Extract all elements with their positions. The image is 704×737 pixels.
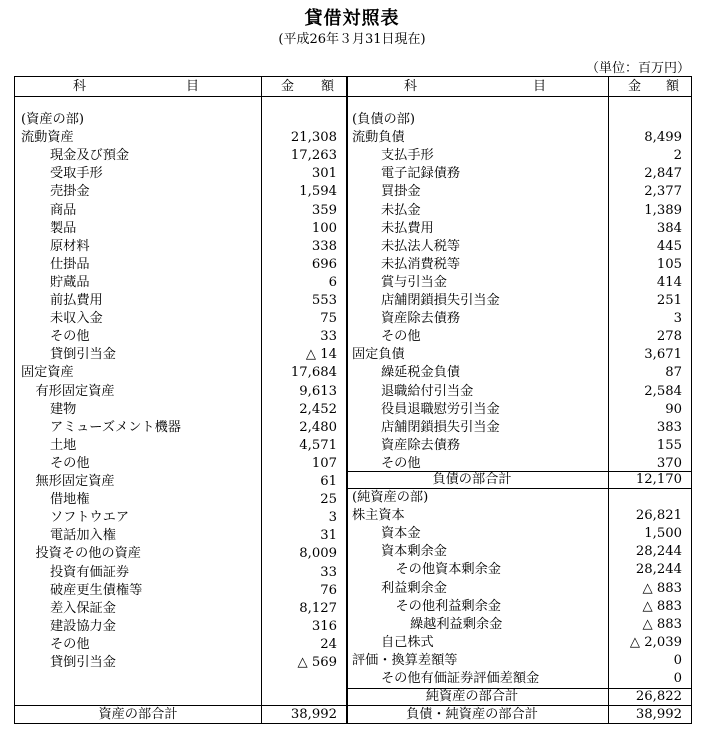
equity-total-amount: 26,822 [635, 689, 682, 704]
asset-item-amount-cell [261, 491, 346, 509]
asset-item-amount: 61 [320, 474, 337, 489]
asset-item-label: 未収入金 [50, 311, 103, 327]
asset-item-amount-cell [261, 220, 346, 238]
equity-item-amount: 28,244 [635, 544, 682, 560]
equity-item-amount-cell [608, 598, 691, 616]
asset-item-row [15, 147, 261, 165]
liability-item-amount-cell [608, 220, 691, 238]
asset-item-amount: 6 [328, 274, 337, 290]
equity-item-amount: △ 2,039 [629, 634, 682, 650]
liability-item-amount-cell [608, 165, 691, 183]
liability-item-label: 流動負債 [352, 130, 405, 146]
liability-item-amount-cell [608, 419, 691, 437]
liability-item-amount-cell [608, 364, 691, 382]
asset-item-label: 貸倒引当金 [50, 655, 116, 670]
asset-item-label: 土地 [50, 437, 77, 453]
equity-item-amount: 0 [673, 652, 682, 668]
asset-item-label: 商品 [50, 202, 77, 218]
header-kingaku-right [608, 77, 691, 97]
asset-item-amount-cell [261, 527, 346, 545]
equity-item-row [346, 670, 608, 688]
equity-item-amount-cell [608, 634, 691, 652]
asset-item-row [15, 437, 261, 455]
asset-item-row [15, 183, 261, 201]
liability-item-label: 買掛金 [381, 184, 421, 200]
header-kamoku-right [346, 77, 608, 97]
asset-item-row [15, 129, 261, 147]
equity-item-label: その他資本剰余金 [395, 562, 501, 578]
equity-total-row [346, 688, 608, 706]
equity-item-row [346, 543, 608, 561]
asset-item-row [15, 600, 261, 618]
header-kamoku-char2: 目 [532, 79, 546, 94]
equity-item-row [346, 580, 608, 598]
asset-item-label: 流動資産 [21, 130, 74, 146]
header-kingaku-char1: 金 [281, 79, 295, 94]
equity-item-amount: △ 883 [642, 598, 682, 614]
asset-item-amount: 316 [311, 618, 337, 634]
asset-item-amount: 338 [311, 238, 337, 254]
liability-item-label: 未払消費税等 [381, 256, 461, 272]
liability-item-row [346, 220, 608, 238]
liability-item-amount-cell [608, 274, 691, 292]
liability-item-amount-cell [608, 437, 691, 455]
equity-item-label: 利益剰余金 [381, 580, 447, 596]
asset-item-label: 投資有価証券 [50, 564, 130, 580]
liability-item-amount: 384 [656, 220, 682, 236]
equity-item-label: 資本金 [381, 526, 421, 542]
unit-label: （単位：百万円） [585, 61, 690, 76]
equity-item-label: 繰越利益剰余金 [410, 616, 503, 632]
liability-item-label: 賞与引当金 [381, 274, 447, 290]
liability-item-row [346, 147, 608, 165]
liability-item-amount: 105 [656, 256, 682, 272]
asset-item-row [15, 238, 261, 256]
asset-item-amount-cell [261, 636, 346, 654]
liability-item-row [346, 437, 608, 455]
asset-item-row [15, 618, 261, 636]
asset-item-amount: 9,613 [299, 383, 337, 399]
liability-item-amount-cell [608, 310, 691, 328]
assets-total-label: 資産の部合計 [98, 707, 178, 722]
asset-item-label: (資産の部) [21, 112, 85, 127]
equity-item-amount: 1,500 [644, 526, 682, 542]
asset-item-amount: 100 [311, 220, 337, 236]
asset-item-row [15, 527, 261, 545]
asset-item-amount-cell [261, 364, 346, 382]
asset-item-amount: 3 [328, 510, 337, 526]
equity-item-label: その他利益剰余金 [395, 598, 501, 614]
assets-total-amount-cell [261, 706, 346, 724]
liability-item-amount-cell [608, 383, 691, 401]
liab-equity-total-row [346, 706, 608, 724]
asset-item-label: その他 [50, 455, 90, 471]
asset-item-row [15, 636, 261, 654]
asset-item-label: 破産更生債権等 [50, 582, 143, 598]
liab-equity-total-label: 負債・純資産の部合計 [406, 707, 538, 722]
asset-item-label: 固定資産 [21, 365, 74, 381]
asset-item-label: 現金及び預金 [50, 148, 130, 164]
equity-item-label: 評価・換算差額等 [352, 652, 458, 668]
liability-item-amount: 3 [673, 311, 682, 327]
asset-item-row [15, 564, 261, 582]
equity-total-label: 純資産の部合計 [425, 689, 519, 704]
liability-item-label: 資産除去債務 [381, 311, 461, 327]
liability-item-row [346, 292, 608, 310]
asset-item-row [15, 401, 261, 419]
asset-item-amount-cell [261, 111, 346, 129]
liability-item-label: (負債の部) [352, 112, 416, 127]
equity-item-row [346, 598, 608, 616]
equity-item-label: その他有価証券評価差額金 [381, 671, 540, 686]
asset-item-label: 建物 [50, 401, 77, 417]
liability-item-label: 役員退職慰労引当金 [381, 401, 500, 417]
asset-item-amount-cell [261, 401, 346, 419]
liability-item-amount: 445 [656, 238, 682, 254]
equity-item-amount: 0 [673, 671, 682, 686]
liability-item-label: 電子記録債務 [381, 166, 461, 182]
equity-item-amount-cell [608, 652, 691, 670]
asset-item-amount-cell [261, 202, 346, 220]
asset-item-label: 原材料 [50, 238, 90, 254]
asset-item-row [15, 346, 261, 364]
equity-item-amount: △ 883 [642, 616, 682, 632]
asset-item-amount: 17,263 [290, 148, 337, 164]
equity-item-amount-cell [608, 525, 691, 543]
liability-item-label: 未払金 [381, 202, 421, 218]
asset-item-row [15, 545, 261, 563]
equity-item-amount-cell [608, 616, 691, 634]
asset-item-row [15, 582, 261, 600]
header-kingaku-char2: 額 [320, 79, 334, 94]
asset-item-amount-cell [261, 274, 346, 292]
equity-item-amount: △ 883 [642, 580, 682, 596]
asset-item-amount-cell [261, 183, 346, 201]
asset-item-label: 貸倒引当金 [50, 347, 116, 363]
asset-item-label: 差入保証金 [50, 600, 116, 616]
asset-item-row [15, 256, 261, 274]
liability-item-amount: 414 [656, 274, 682, 290]
asset-item-amount: 33 [320, 564, 337, 580]
asset-item-amount: 359 [311, 202, 337, 218]
header-kingaku-left [261, 77, 346, 97]
asset-item-amount-cell [261, 238, 346, 256]
liability-item-amount: 2,584 [644, 383, 682, 399]
equity-item-row [346, 616, 608, 634]
liability-item-row [346, 165, 608, 183]
equity-item-label: 資本剰余金 [381, 544, 447, 560]
equity-item-amount: 28,244 [635, 562, 682, 578]
asset-item-amount-cell [261, 654, 346, 672]
asset-item-row [15, 292, 261, 310]
header-kingaku-char1: 金 [628, 79, 642, 94]
equity-item-amount: 26,821 [635, 508, 682, 524]
asset-item-amount-cell [261, 545, 346, 563]
asset-item-row [15, 202, 261, 220]
equity-item-row [346, 507, 608, 525]
liability-item-row [346, 129, 608, 147]
asset-item-amount: 696 [311, 256, 337, 272]
liability-item-amount-cell [608, 183, 691, 201]
asset-item-row [15, 491, 261, 509]
asset-item-amount-cell [261, 129, 346, 147]
header-kingaku-char2: 額 [665, 79, 679, 94]
liability-item-amount: 90 [665, 401, 682, 417]
asset-item-amount: 1,594 [299, 184, 337, 200]
asset-item-row [15, 654, 261, 672]
asset-item-amount: 2,452 [299, 401, 337, 417]
liability-item-row [346, 238, 608, 256]
asset-item-row [15, 111, 261, 129]
equity-total-amount-cell [608, 688, 691, 706]
asset-item-row [15, 328, 261, 346]
asset-item-row [15, 165, 261, 183]
liability-item-row [346, 328, 608, 346]
asset-item-amount: 31 [320, 528, 337, 544]
as-of-date: (平成26年３月31日現在) [278, 32, 426, 47]
asset-item-label: 投資その他の資産 [35, 546, 141, 562]
header-kamoku-char1: 科 [73, 79, 87, 94]
equity-item-row [346, 525, 608, 543]
liability-item-row [346, 256, 608, 274]
liability-item-row [346, 274, 608, 292]
liability-item-amount-cell [608, 292, 691, 310]
asset-item-label: 借地権 [50, 492, 90, 508]
asset-item-row [15, 473, 261, 491]
balance-sheet-table [14, 76, 692, 724]
asset-item-amount-cell [261, 256, 346, 274]
equity-item-row [346, 489, 608, 507]
liability-item-row [346, 310, 608, 328]
asset-item-label: 無形固定資産 [35, 474, 115, 489]
liabilities-total-amount-cell [608, 471, 691, 489]
equity-item-label: (純資産の部) [352, 490, 429, 505]
liability-item-row [346, 419, 608, 437]
liability-item-amount-cell [608, 202, 691, 220]
equity-item-label: 株主資本 [352, 508, 405, 524]
equity-item-amount-cell [608, 507, 691, 525]
asset-item-amount: 24 [320, 636, 337, 652]
liability-item-amount-cell [608, 328, 691, 346]
asset-item-row [15, 383, 261, 401]
page-title: 貸借対照表 [304, 8, 400, 29]
equity-item-row [346, 561, 608, 579]
liability-item-amount-cell [608, 455, 691, 473]
asset-item-amount-cell [261, 455, 346, 473]
asset-item-amount: 2,480 [299, 419, 337, 435]
liability-item-amount: 383 [656, 419, 682, 435]
asset-item-label: 製品 [50, 220, 77, 236]
liability-item-amount: 2,847 [644, 166, 682, 182]
asset-item-amount-cell [261, 564, 346, 582]
equity-item-amount-cell [608, 561, 691, 579]
equity-item-amount-cell [608, 543, 691, 561]
liability-item-amount: 278 [656, 329, 682, 345]
asset-item-amount: 4,571 [299, 437, 337, 453]
asset-item-amount: △ 14 [305, 347, 337, 363]
asset-item-amount-cell [261, 346, 346, 364]
asset-item-amount: 21,308 [290, 130, 337, 146]
liability-item-amount: 2,377 [644, 184, 682, 200]
asset-item-label: 受取手形 [50, 166, 103, 182]
liability-item-amount: 3,671 [644, 347, 682, 363]
asset-item-amount: △ 569 [297, 655, 337, 670]
liability-item-label: その他 [381, 455, 421, 471]
asset-item-amount: 25 [320, 492, 337, 508]
liability-item-label: 未払費用 [381, 220, 434, 236]
equity-item-row [346, 634, 608, 652]
asset-item-amount-cell [261, 509, 346, 527]
liability-item-label: 店舗閉鎖損失引当金 [381, 419, 500, 435]
liab-equity-total-amount: 38,992 [635, 707, 682, 722]
liability-item-label: 繰延税金負債 [381, 365, 461, 381]
asset-item-row [15, 274, 261, 292]
assets-total-row [15, 706, 261, 724]
liability-item-label: 退職給付引当金 [381, 383, 474, 399]
liability-item-row [346, 346, 608, 364]
asset-item-amount-cell [261, 473, 346, 491]
liability-item-row [346, 401, 608, 419]
asset-item-amount: 8,009 [299, 546, 337, 562]
asset-item-label: 前払費用 [50, 293, 103, 308]
liability-item-amount-cell [608, 129, 691, 147]
asset-item-label: 仕掛品 [50, 256, 90, 272]
liability-item-row [346, 455, 608, 473]
asset-item-row [15, 364, 261, 382]
liability-item-amount: 87 [665, 365, 682, 381]
asset-item-amount: 76 [320, 582, 337, 598]
asset-item-label: 売掛金 [50, 184, 90, 200]
asset-item-amount-cell [261, 147, 346, 165]
asset-item-row [15, 419, 261, 437]
liability-item-amount-cell [608, 256, 691, 274]
liab-equity-total-amount-cell [608, 706, 691, 724]
asset-item-label: アミューズメント機器 [50, 419, 181, 435]
liability-item-amount: 155 [656, 437, 682, 453]
equity-item-row [346, 652, 608, 670]
asset-item-label: ソフトウエア [50, 510, 130, 526]
liability-item-label: 支払手形 [381, 148, 434, 164]
asset-item-amount-cell [261, 292, 346, 310]
asset-item-amount: 75 [320, 311, 337, 327]
liability-item-row [346, 183, 608, 201]
liability-item-amount-cell [608, 238, 691, 256]
asset-item-amount-cell [261, 383, 346, 401]
asset-item-amount-cell [261, 165, 346, 183]
liability-item-amount-cell [608, 147, 691, 165]
asset-item-amount-cell [261, 600, 346, 618]
liabilities-total-amount: 12,170 [635, 472, 682, 487]
asset-item-amount: 553 [311, 293, 337, 308]
asset-item-label: その他 [50, 329, 90, 345]
asset-item-amount-cell [261, 419, 346, 437]
equity-item-label: 自己株式 [381, 634, 434, 650]
asset-item-amount-cell [261, 310, 346, 328]
liability-item-label: 未払法人税等 [381, 238, 461, 254]
liability-item-amount-cell [608, 401, 691, 419]
liabilities-total-row [346, 471, 608, 489]
liability-item-amount: 8,499 [644, 130, 682, 146]
asset-item-row [15, 220, 261, 238]
liability-item-row [346, 202, 608, 220]
liability-item-label: 固定負債 [352, 347, 405, 363]
liability-item-row [346, 383, 608, 401]
liability-item-label: 店舗閉鎖損失引当金 [381, 293, 500, 308]
asset-item-label: 建設協力金 [50, 618, 116, 634]
asset-item-amount: 107 [311, 455, 337, 471]
liability-item-amount: 251 [656, 293, 682, 308]
asset-item-amount-cell [261, 328, 346, 346]
liability-item-amount-cell [608, 346, 691, 364]
asset-item-amount-cell [261, 582, 346, 600]
liability-item-label: その他 [381, 329, 421, 345]
asset-item-amount: 8,127 [299, 600, 337, 616]
asset-item-label: 電話加入権 [50, 528, 116, 544]
equity-item-amount-cell [608, 670, 691, 688]
asset-item-amount: 301 [311, 166, 337, 182]
liability-item-row [346, 364, 608, 382]
assets-total-amount: 38,992 [290, 707, 337, 722]
asset-item-label: その他 [50, 636, 90, 652]
liability-item-amount: 370 [656, 455, 682, 471]
asset-item-row [15, 509, 261, 527]
equity-item-amount-cell [608, 489, 691, 507]
liabilities-total-label: 負債の部合計 [432, 472, 512, 487]
header-kamoku-left [15, 77, 261, 97]
asset-item-row [15, 310, 261, 328]
header-kamoku-char1: 科 [404, 79, 418, 94]
header-kamoku-char2: 目 [185, 79, 199, 94]
asset-item-amount: 17,684 [290, 365, 337, 381]
liability-item-amount: 2 [673, 148, 682, 164]
asset-item-amount-cell [261, 618, 346, 636]
asset-item-label: 有形固定資産 [35, 383, 115, 399]
asset-item-amount-cell [261, 437, 346, 455]
liability-item-amount: 1,389 [644, 202, 682, 218]
liability-item-amount-cell [608, 111, 691, 129]
liability-item-label: 資産除去債務 [381, 437, 461, 453]
asset-item-row [15, 455, 261, 473]
asset-item-amount: 33 [320, 329, 337, 345]
asset-item-label: 貯蔵品 [50, 274, 90, 290]
liability-item-row [346, 111, 608, 129]
equity-item-amount-cell [608, 580, 691, 598]
